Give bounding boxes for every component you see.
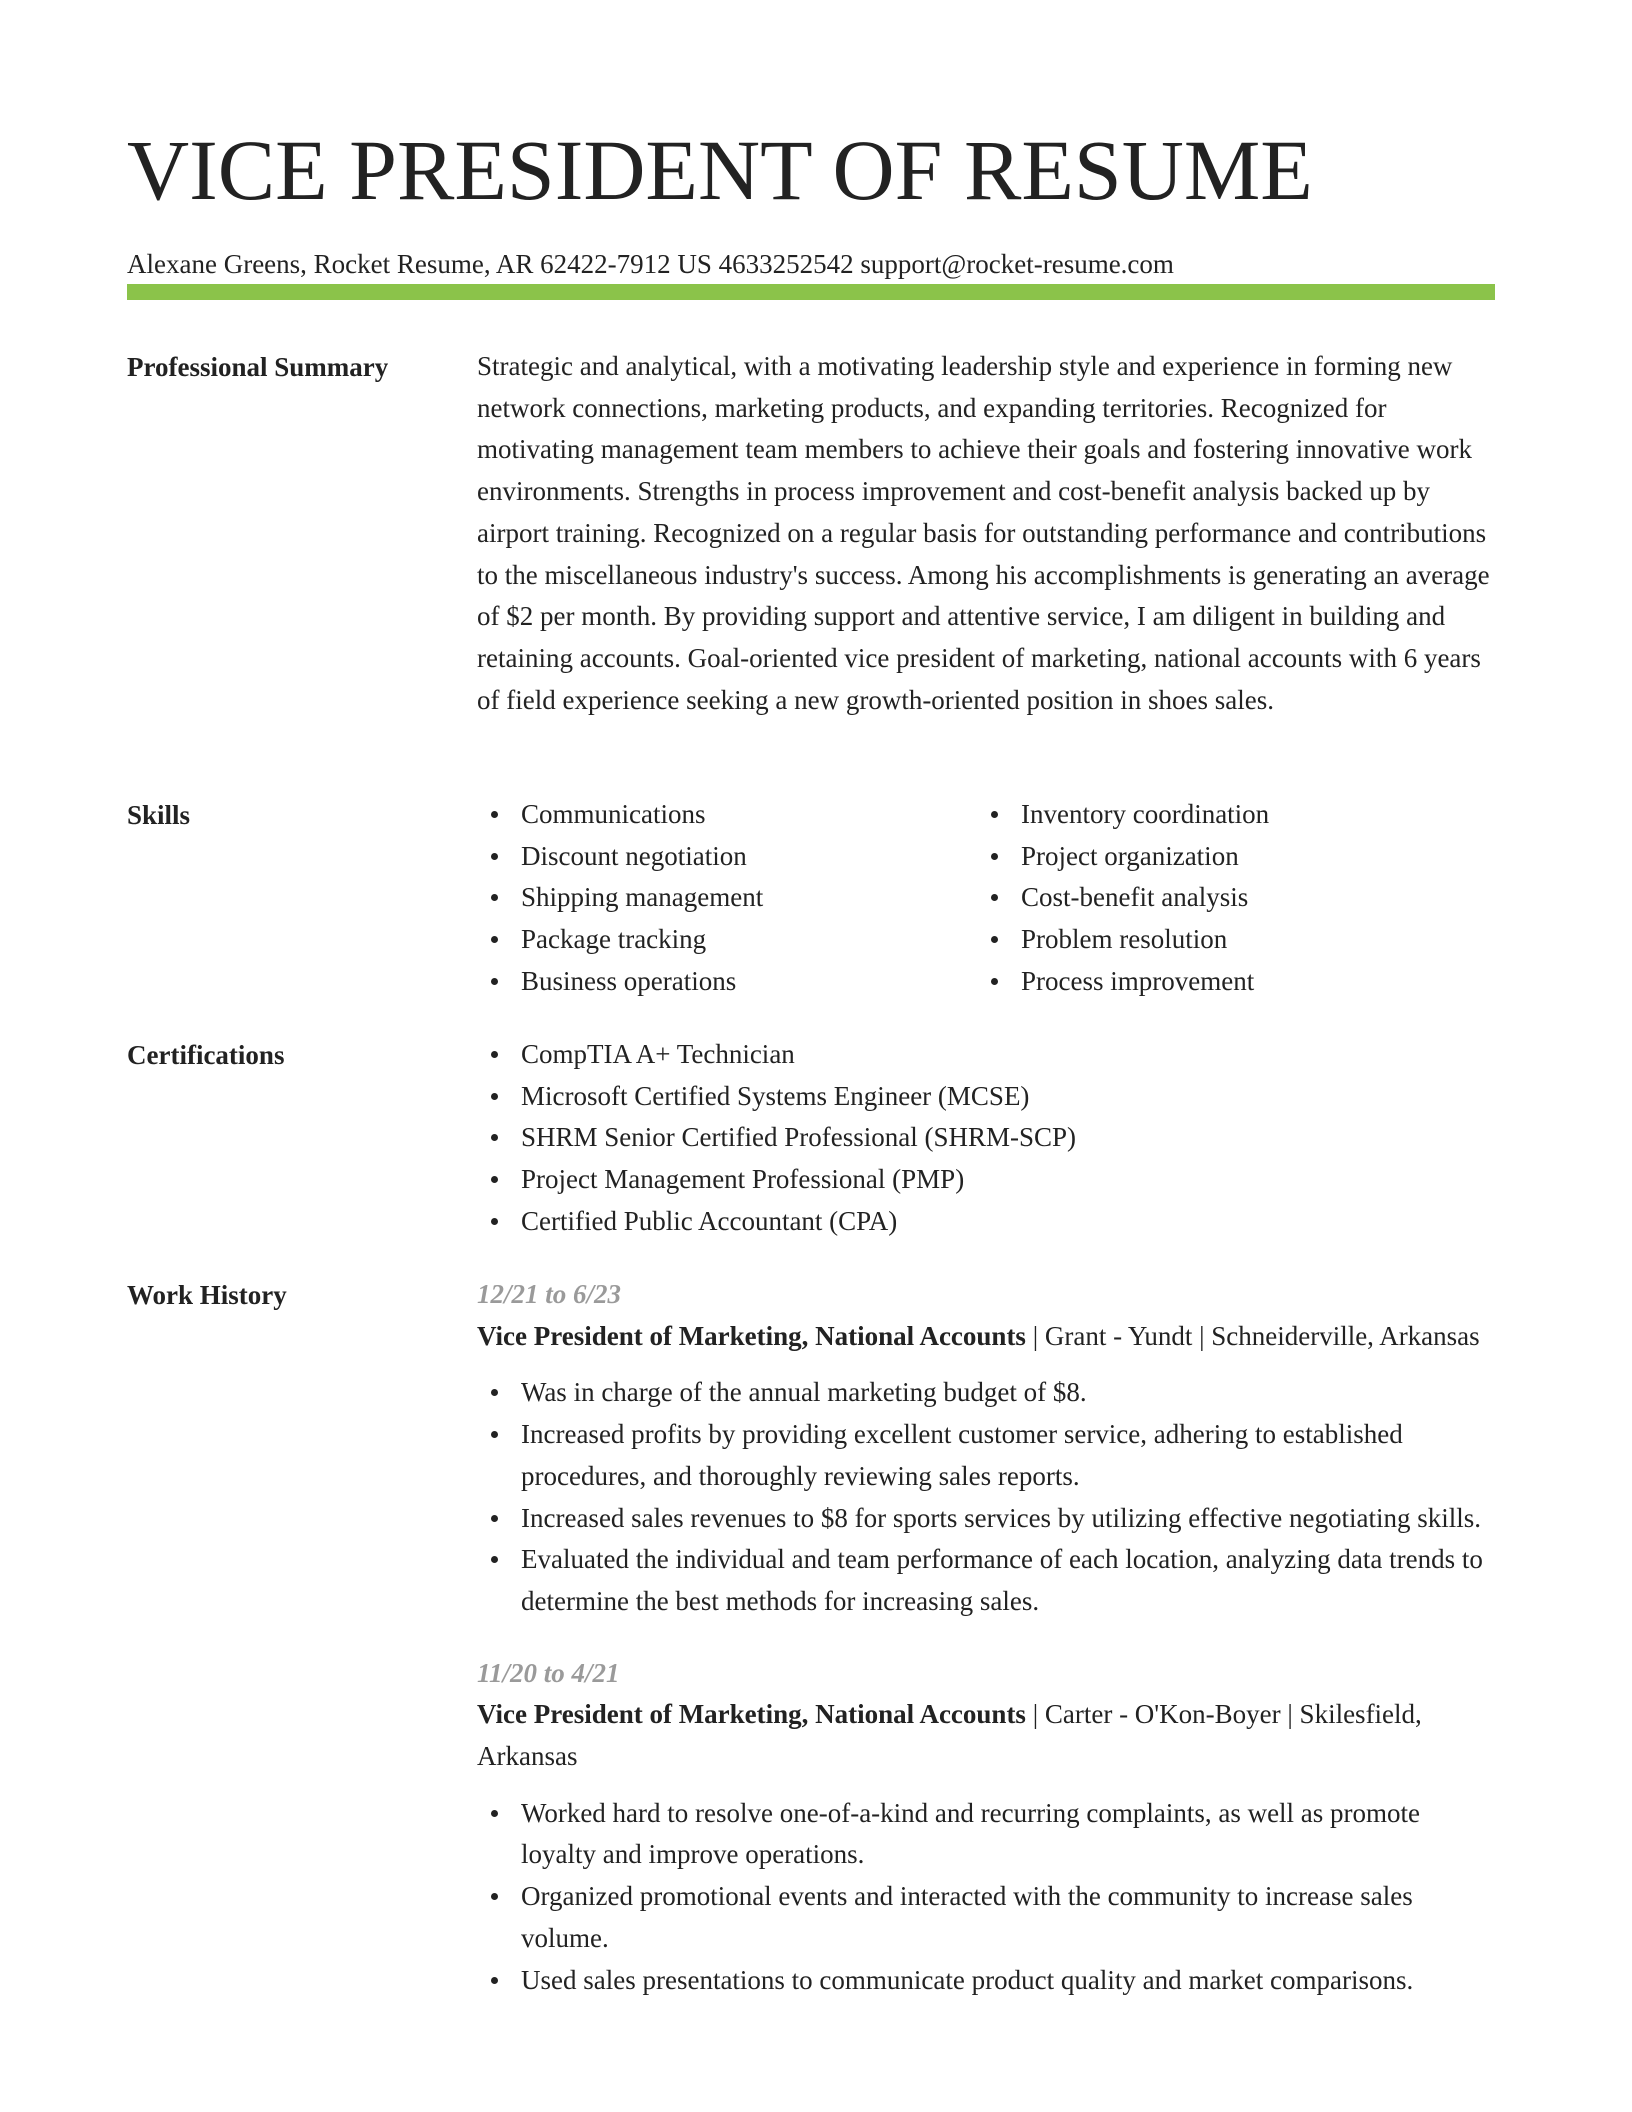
list-item: Business operations	[477, 961, 977, 1003]
skills-section	[127, 794, 1495, 1003]
summary-section	[127, 346, 1495, 721]
list-item: Used sales presentations to communicate product quality and market comparisons.	[477, 1960, 1495, 2002]
job-bullets	[477, 1793, 1495, 2002]
skills-list-right	[977, 794, 1477, 1003]
job-date: 11/20 to 4/21	[477, 1657, 620, 1688]
list-item: Project Management Professional (PMP)	[477, 1159, 1495, 1201]
skills-grid	[477, 794, 1495, 1003]
skills-list-left	[477, 794, 977, 1003]
job-title: Vice President of Marketing, National Accounts	[477, 1320, 1026, 1351]
job-title: Vice President of Marketing, National Accounts	[477, 1699, 1026, 1730]
certifications-section	[127, 1034, 1495, 1243]
work-history-section	[127, 1274, 1495, 2017]
job-heading	[477, 1316, 1495, 1358]
contact-line: Alexane Greens, Rocket Resume, AR 62422-7912 US 4633252542 support@rocket-resume.com	[127, 249, 1174, 279]
list-item: Organized promotional events and interacted with the community to increase sales volume.	[477, 1876, 1495, 1959]
list-item: Was in charge of the annual marketing budget of $8.	[477, 1372, 1495, 1414]
job-entry	[477, 1274, 1495, 1623]
job-details: | Grant - Yundt | Schneiderville, Arkansas	[1025, 1320, 1480, 1351]
list-item: Inventory coordination	[977, 794, 1477, 836]
resume-header	[127, 120, 1495, 282]
list-item: Increased sales revenues to $8 for sports services by utilizing effective negotiating skills.	[477, 1498, 1495, 1540]
header-divider	[127, 284, 1495, 300]
section-label-skills: Skills	[127, 800, 191, 830]
section-label-summary: Professional Summary	[127, 352, 389, 382]
resume-title: VICE PRESIDENT OF RESUME	[127, 122, 1313, 218]
section-label-work-history: Work History	[127, 1280, 287, 1310]
list-item: Increased profits by providing excellent customer service, adhering to established procedures, and thoroughly reviewing sales reports.	[477, 1414, 1495, 1497]
list-item: Project organization	[977, 836, 1477, 878]
list-item: Process improvement	[977, 961, 1477, 1003]
list-item: Package tracking	[477, 919, 977, 961]
list-item: Problem resolution	[977, 919, 1477, 961]
list-item: Evaluated the individual and team performance of each location, analyzing data trends to determine the best methods for increasing sales.	[477, 1539, 1495, 1622]
list-item: SHRM Senior Certified Professional (SHRM-SCP)	[477, 1117, 1495, 1159]
section-label-certifications: Certifications	[127, 1040, 285, 1070]
job-details: | Carter - O'Kon-Boyer | Skilesfield, Arkansas	[477, 1699, 1422, 1772]
certifications-list	[477, 1034, 1495, 1243]
list-item: Worked hard to resolve one-of-a-kind and recurring complaints, as well as promote loyalty and improve operations.	[477, 1793, 1495, 1876]
job-date: 12/21 to 6/23	[477, 1279, 622, 1309]
job-bullets	[477, 1372, 1495, 1622]
list-item: Certified Public Accountant (CPA)	[477, 1201, 1495, 1243]
summary-text: Strategic and analytical, with a motivating leadership style and experience in forming new network connections, marketing products, and expanding territories. Recognized for motivating management team members to achieve their goals and fostering innovative work environments. Strengths in process improvement and cost-benefit analysis backed up by airport training. Recognized on a regular basis for outstanding performance and contributions to the miscellaneous industry's success. Among his accomplishments is generating an average of $2 per month. By providing support and attentive service, I am diligent in building and retaining accounts. Goal-oriented vice president of marketing, national accounts with 6 years of field experience seeking a new growth-oriented position in shoes sales.	[477, 351, 1490, 715]
list-item: Cost-benefit analysis	[977, 877, 1477, 919]
job-heading	[477, 1694, 1495, 1777]
list-item: Discount negotiation	[477, 836, 977, 878]
list-item: Shipping management	[477, 877, 977, 919]
job-entry	[477, 1653, 1495, 2002]
list-item: CompTIA A+ Technician	[477, 1034, 1495, 1076]
list-item: Microsoft Certified Systems Engineer (MCSE)	[477, 1076, 1495, 1118]
list-item: Communications	[477, 794, 977, 836]
